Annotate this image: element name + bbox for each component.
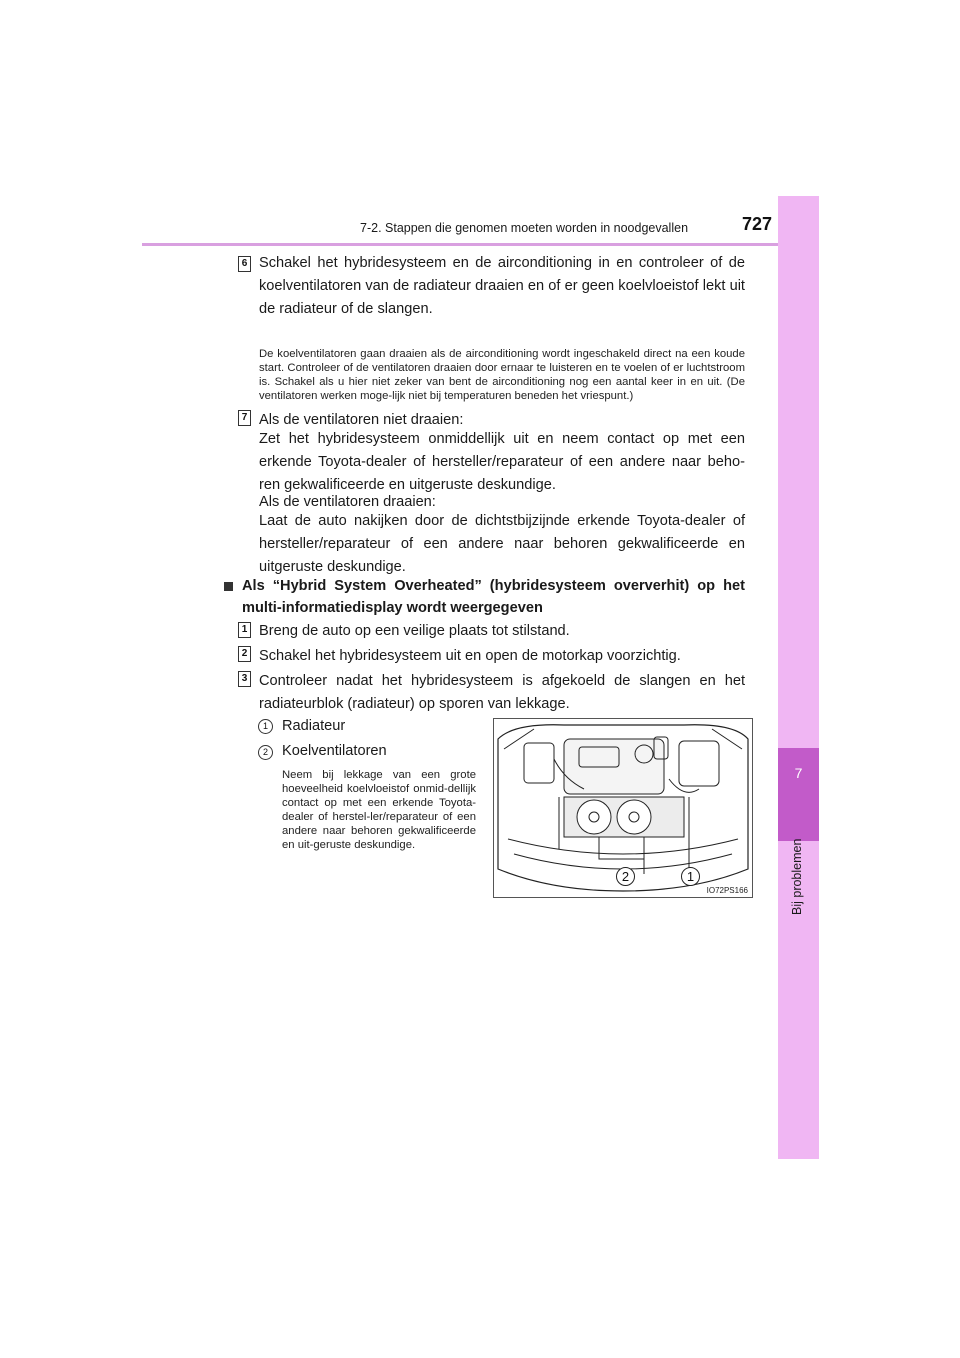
page-number: 727	[742, 214, 773, 234]
section-heading: Als “Hybrid System Overheated” (hybridesysteem oververhit) op het multi-informatiedisplay wordt weergegeven	[242, 578, 745, 616]
figure-callout-1: 1	[681, 867, 700, 886]
figure-code: IO72PS166	[706, 886, 748, 895]
figure-callout-2: 2	[616, 867, 635, 886]
step-7-text2: Laat de auto nakijken door de dichtstbijzijnde erkende Toyota-dealer of hersteller/reparateur of een andere naar behoren gekwalificeerde en uitgeruste deskundige.	[259, 513, 745, 575]
step-7-line1: Als de ventilatoren niet draaien:	[259, 412, 464, 428]
step-6-note: De koelventilatoren gaan draaien als de airconditioning wordt ingeschakeld direct na een koude start. Controleer of de ventilatoren draaien door ernaar te luisteren en te voelen of er luchtstroom is. Schakel als u hier niet zeker van bent de airconditioning nog een aantal keer in en uit. (De ventilatoren werken moge-lijk niet bij temperaturen beneden het vriespunt.)	[259, 348, 745, 402]
header-rule	[142, 243, 818, 246]
step-6-marker: 6	[238, 256, 251, 272]
legend-2-label: Koelventilatoren	[282, 743, 387, 759]
legend-2-marker: 2	[258, 745, 273, 760]
step-7-line2: Als de ventilatoren draaien:	[259, 494, 436, 510]
chapter-number: 7	[794, 765, 803, 781]
step-1-marker: 1	[238, 622, 251, 638]
chapter-title	[786, 815, 812, 915]
chapter-sidebar	[778, 196, 819, 1159]
step-3-marker: 3	[238, 671, 251, 687]
section-header: 7-2. Stappen die genomen moeten worden in noodgevallen	[360, 221, 689, 235]
step-6-text: Schakel het hybridesysteem en de airconditioning in en controleer of de koelventilatoren van de radiateur draaien en of er geen koelvloeistof lekt uit de radiateur of de slangen.	[259, 255, 745, 317]
leak-note: Neem bij lekkage van een grote hoeveelheid koelvloeistof onmid-dellijk contact op met een erkende Toyota-dealer of herstel-ler/reparateur of een andere naar behoren gekwalificeerde en uit-geruste deskundige.	[282, 769, 476, 851]
step-2-marker: 2	[238, 646, 251, 662]
step-3-text: Controleer nadat het hybridesysteem is afgekoeld de slangen en het radiateurblok (radiateur) op sporen van lekkage.	[259, 673, 745, 712]
step-2-text: Schakel het hybridesysteem uit en open de motorkap voorzichtig.	[259, 648, 681, 664]
step-1-text: Breng de auto op een veilige plaats tot stilstand.	[259, 623, 570, 639]
legend-1-marker: 1	[258, 719, 273, 734]
chapter-title-text: Bij problemen	[790, 838, 804, 915]
engine-bay-illustration	[493, 718, 753, 898]
step-7-marker: 7	[238, 410, 251, 426]
legend-1-label: Radiateur	[282, 718, 346, 734]
section-bullet	[224, 582, 233, 591]
step-7-text1: Zet het hybridesysteem onmiddellijk uit en neem contact op met een erkende Toyota-dealer of hersteller/reparateur of een andere naar beho-ren gekwalificeerde en uitgeruste deskundige.	[259, 431, 745, 493]
